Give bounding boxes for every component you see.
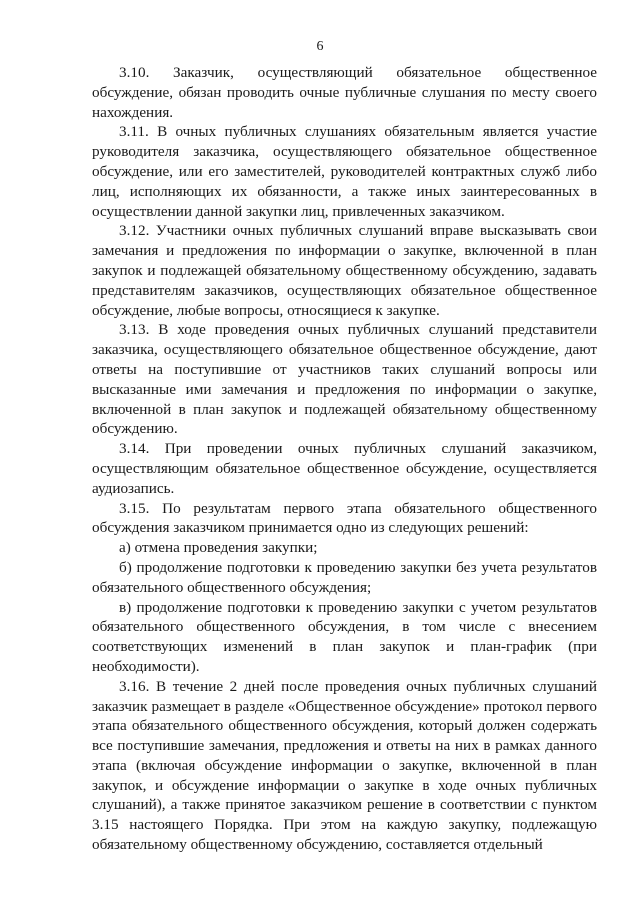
page-number: 6: [316, 39, 324, 54]
clause-3-16: 3.16. В течение 2 дней после проведения очных публичных слушаний заказчик размещает в разделе «Общественное обсуждение» протокол первого этапа обязательного общественного обсуждения, который должен содержать все поступившие замечания, предложения и ответы на них в рамках данного этапа (включая обсуждение информации о закупке, включенной в план закупок, и обсуждение информации о закупке в ходе очных публичных слушаний), а также принятое заказчиком решение в соответствии с пунктом 3.15 настоящего Порядка. При этом на каждую закупку, подлежащую обязательному общественному обсуждению, составляется отдельный: [92, 677, 597, 854]
clause-3-14: 3.14. При проведении очных публичных слушаний заказчиком, осуществляющим обязательное общественное обсуждение, осуществляется аудиозапись.: [92, 440, 597, 497]
clause-3-15-item-c: в) продолжение подготовки к проведению закупки с учетом результатов обязательного общественного обсуждения, в том числе с внесением соответствующих изменений в план закупок и план-график (при необходимости).: [92, 598, 597, 675]
clause-3-15-item-a: а) отмена проведения закупки;: [119, 539, 318, 557]
clause-3-11: 3.11. В очных публичных слушаниях обязательным является участие руководителя заказчика, осуществляющего обязательное общественное обсуждение, или его заместителей, руководителей контрактных служб либо лиц, исполняющих их обязанности, а также иных заинтересованных в осуществлении данной закупки лиц, привлеченных заказчиком.: [92, 123, 597, 220]
clause-3-15: 3.15. По результатам первого этапа обязательного общественного обсуждения заказчиком принимается одно из следующих решений:: [92, 499, 597, 537]
clause-3-15-item-b: б) продолжение подготовки к проведению закупки без учета результатов обязательного общественного обсуждения;: [92, 558, 597, 596]
clause-3-12: 3.12. Участники очных публичных слушаний вправе высказывать свои замечания и предложения по информации о закупке, включенной в план закупок и подлежащей обязательному общественному обсуждению, задавать представителям заказчиков, осуществляющих обязательное общественное обсуждение, любые вопросы, относящиеся к закупке.: [92, 222, 597, 319]
clause-3-10: 3.10. Заказчик, осуществляющий обязательное общественное обсуждение, обязан проводить очные публичные слушания по месту своего нахождения.: [92, 64, 597, 121]
document-body: [92, 63, 597, 855]
clause-3-13: 3.13. В ходе проведения очных публичных слушаний представители заказчика, осуществляющего обязательное общественное обсуждение, дают ответы на поступившие от участников таких слушаний вопросы или высказанные ими замечания и предложения по информации о закупке, включенной в план закупок и подлежащей обязательному общественному обсуждению.: [92, 321, 597, 438]
